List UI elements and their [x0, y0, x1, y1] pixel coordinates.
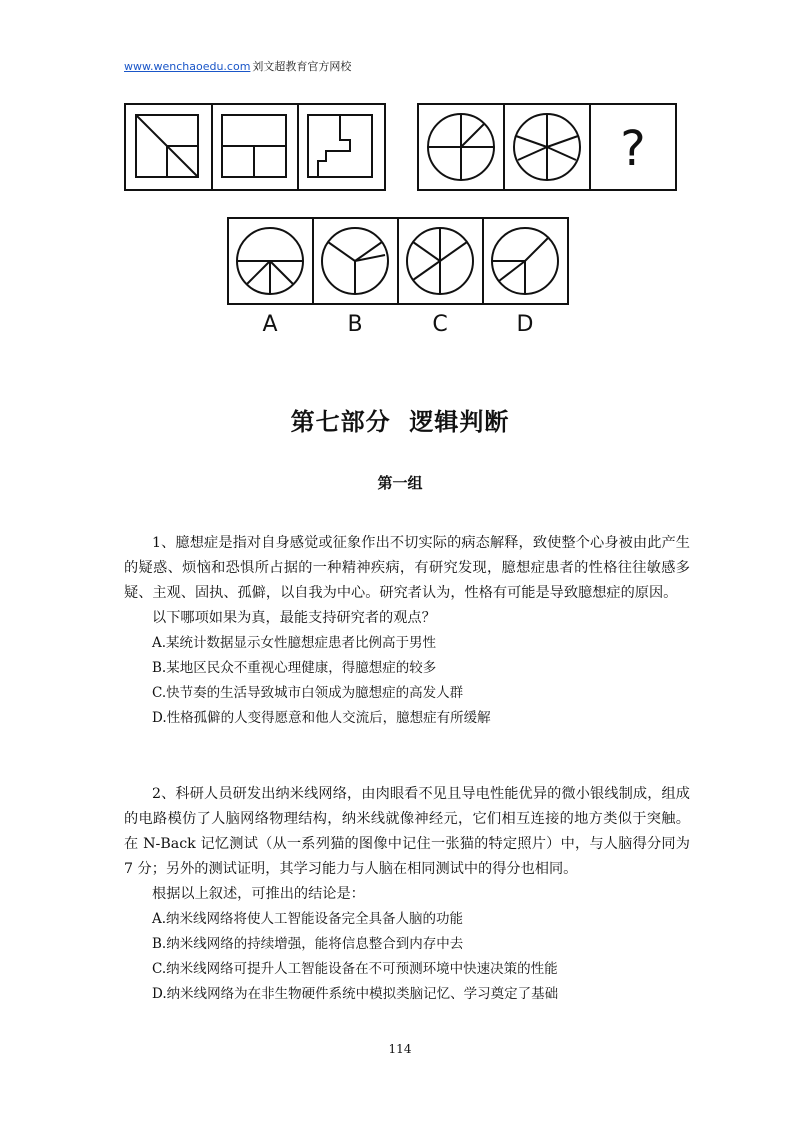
- figure-group-right: [417, 103, 677, 191]
- question-1-option-a: A.某统计数据显示女性臆想症患者比例高于男性: [152, 635, 437, 651]
- figure-group-left: [124, 103, 386, 191]
- question-2-option-c: C.纳米线网络可提升人工智能设备在不可预测环境中快速决策的性能: [152, 961, 558, 977]
- website-link[interactable]: www.wenchaoedu.com: [124, 60, 251, 73]
- question-2-ask: 根据以上叙述，可推出的结论是：: [152, 886, 365, 902]
- question-1-ask: 以下哪项如果为真，最能支持研究者的观点？: [152, 610, 436, 626]
- school-name: 刘文超教育官方网校: [252, 60, 352, 73]
- question-2: [124, 782, 690, 1007]
- option-label-d: D: [516, 312, 534, 337]
- question-2-option-b: B.纳米线网络的持续增强，能将信息整合到内存中去: [152, 936, 464, 952]
- question-2-option-a: A.纳米线网络将使人工智能设备完全具备人脑的功能: [152, 911, 464, 927]
- section-title: 第七部分 逻辑判断: [290, 408, 510, 436]
- option-label-a: A: [262, 312, 278, 337]
- question-1-option-d: D.性格孤僻的人变得愿意和他人交流后，臆想症有所缓解: [152, 710, 491, 726]
- question-1: [124, 531, 690, 731]
- page-header: [124, 58, 351, 74]
- question-mark: ?: [620, 121, 646, 177]
- question-1-option-b: B.某地区民众不重视心理健康，得臆想症的较多: [152, 660, 437, 676]
- question-2-option-d: D.纳米线网络为在非生物硬件系统中模拟类脑记忆、学习奠定了基础: [152, 986, 559, 1002]
- page-number: 114: [388, 1042, 412, 1056]
- option-label-c: C: [432, 312, 448, 337]
- group-title: 第一组: [377, 474, 423, 492]
- question-1-option-c: C.快节奏的生活导致城市白领成为臆想症的高发人群: [152, 685, 464, 701]
- question-2-stem: 2、科研人员研发出纳米线网络，由肉眼看不见且导电性能优异的微小银线制成，组成的电路模仿了人脑网络物理结构，纳米线就像神经元，它们相互连接的地方类似于突触。在 N-Back 记忆测试（从一系列猫的图像中记住一张猫的特定照片）中，与人脑得分同为 7 分；另外的测试证明，其学习能力与人脑在相同测试中的得分也相同。: [124, 786, 690, 877]
- question-1-stem: 1、臆想症是指对自身感觉或征象作出不切实际的病态解释，致使整个心身被由此产生的疑惑、烦恼和恐惧所占据的一种精神疾病，有研究发现，臆想症患者的性格往往敏感多疑、主观、固执、孤僻，以自我为中心。研究者认为，性格有可能是导致臆想症的原因。: [124, 535, 690, 601]
- option-labels: [228, 312, 568, 342]
- figure-options: [227, 217, 569, 305]
- option-label-b: B: [347, 312, 363, 337]
